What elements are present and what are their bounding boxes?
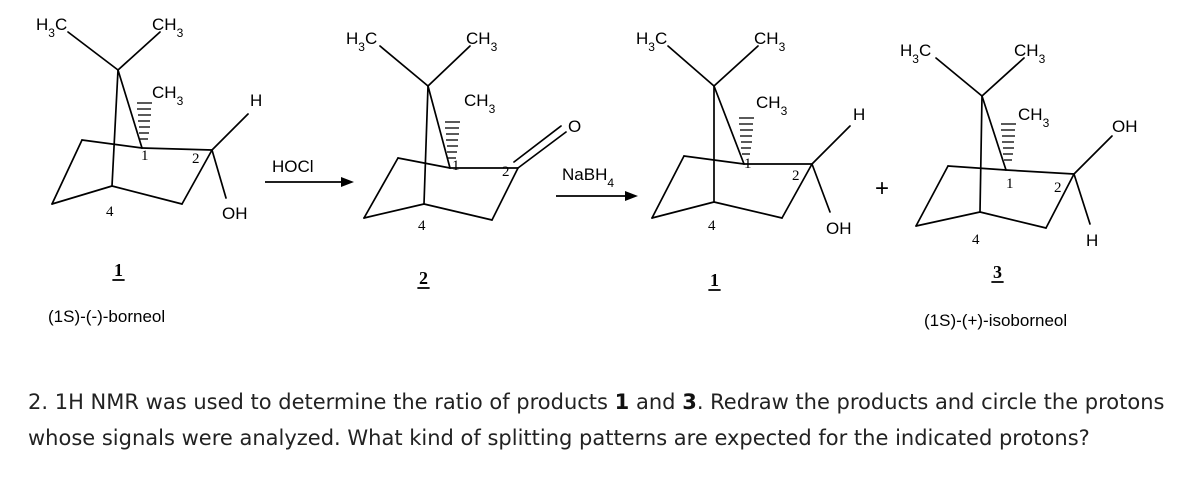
borneol-skeleton	[652, 46, 850, 218]
carbon-number-2: 2	[1054, 180, 1062, 196]
question-text-and: and	[635, 390, 676, 414]
methyl-label-right: $CH_3$	[466, 29, 498, 54]
carbon-number-4: 4	[418, 218, 426, 234]
carbon-number-4: 4	[708, 218, 716, 234]
hashed-wedge	[445, 122, 460, 158]
reagent-hocl: HOCl	[272, 157, 314, 176]
methyl-label-right: $CH_3$	[152, 15, 184, 40]
methyl-label-left: $H_3C$	[36, 15, 68, 40]
carbon-number-4: 4	[972, 232, 980, 248]
methyl-label-left: $H_3C$	[900, 41, 932, 66]
substituent-down: OH	[222, 204, 248, 223]
product-reference-a: 1	[614, 390, 630, 414]
substituent-up: OH	[1112, 117, 1138, 136]
product-reference-b: 3	[682, 390, 697, 414]
carbon-number-1: 1	[744, 156, 752, 172]
methyl-label-bridgehead: $CH_3$	[152, 83, 184, 108]
plus-sign: +	[875, 175, 890, 202]
isoborneol-skeleton	[916, 58, 1112, 228]
carbon-number-1: 1	[1006, 176, 1014, 192]
reagent-nabh4: NaBH$_4$	[562, 165, 615, 190]
compound-camphor	[346, 29, 581, 288]
carbon-number-4: 4	[106, 204, 114, 220]
carbon-number-1: 1	[141, 148, 149, 164]
compound-number: 1	[710, 270, 719, 290]
compound-number: 2	[419, 268, 428, 288]
question-text-part-2: . Redraw the products and circle the protons whose signals were analyzed. What kind of splitting patterns are expected for the indicated protons?	[28, 390, 1165, 450]
hashed-wedge	[137, 103, 152, 139]
question-text	[28, 384, 1193, 456]
compound-number: 3	[993, 262, 1002, 282]
carbon-number-2: 2	[792, 168, 800, 184]
reaction-arrow-1	[265, 157, 354, 187]
compound-isoborneol	[900, 41, 1138, 330]
reaction-arrow-2	[556, 165, 638, 201]
substituent-down: OH	[826, 219, 852, 238]
methyl-label-bridgehead: $CH_3$	[464, 91, 496, 116]
carbon-number-1: 1	[452, 158, 460, 174]
borneol-skeleton	[52, 32, 248, 204]
compound-number: 1	[114, 260, 123, 280]
methyl-label-left: $H_3C$	[346, 29, 378, 54]
carbon-number-2: 2	[502, 164, 510, 180]
hashed-wedge	[1001, 124, 1016, 160]
compound-name: (1S)-(-)-borneol	[48, 307, 166, 326]
methyl-label-bridgehead: $CH_3$	[756, 93, 788, 118]
hashed-wedge	[739, 118, 754, 154]
methyl-label-right: $CH_3$	[754, 29, 786, 54]
substituent-down: H	[1086, 231, 1099, 250]
question-number: 2.	[28, 390, 49, 414]
methyl-label-right: $CH_3$	[1014, 41, 1046, 66]
carbonyl-oxygen: O	[568, 117, 582, 136]
substituent-up: H	[853, 105, 866, 124]
compound-borneol	[36, 15, 262, 326]
compound-name: (1S)-(+)-isoborneol	[924, 311, 1068, 330]
compound-borneol-product	[636, 29, 865, 290]
question-text-part-1: 1H NMR was used to determine the ratio of products	[54, 390, 608, 414]
substituent-up: H	[250, 91, 263, 110]
camphor-skeleton	[364, 46, 566, 220]
methyl-label-left: $H_3C$	[636, 29, 668, 54]
carbon-number-2: 2	[192, 151, 200, 167]
methyl-label-bridgehead: $CH_3$	[1018, 105, 1050, 130]
